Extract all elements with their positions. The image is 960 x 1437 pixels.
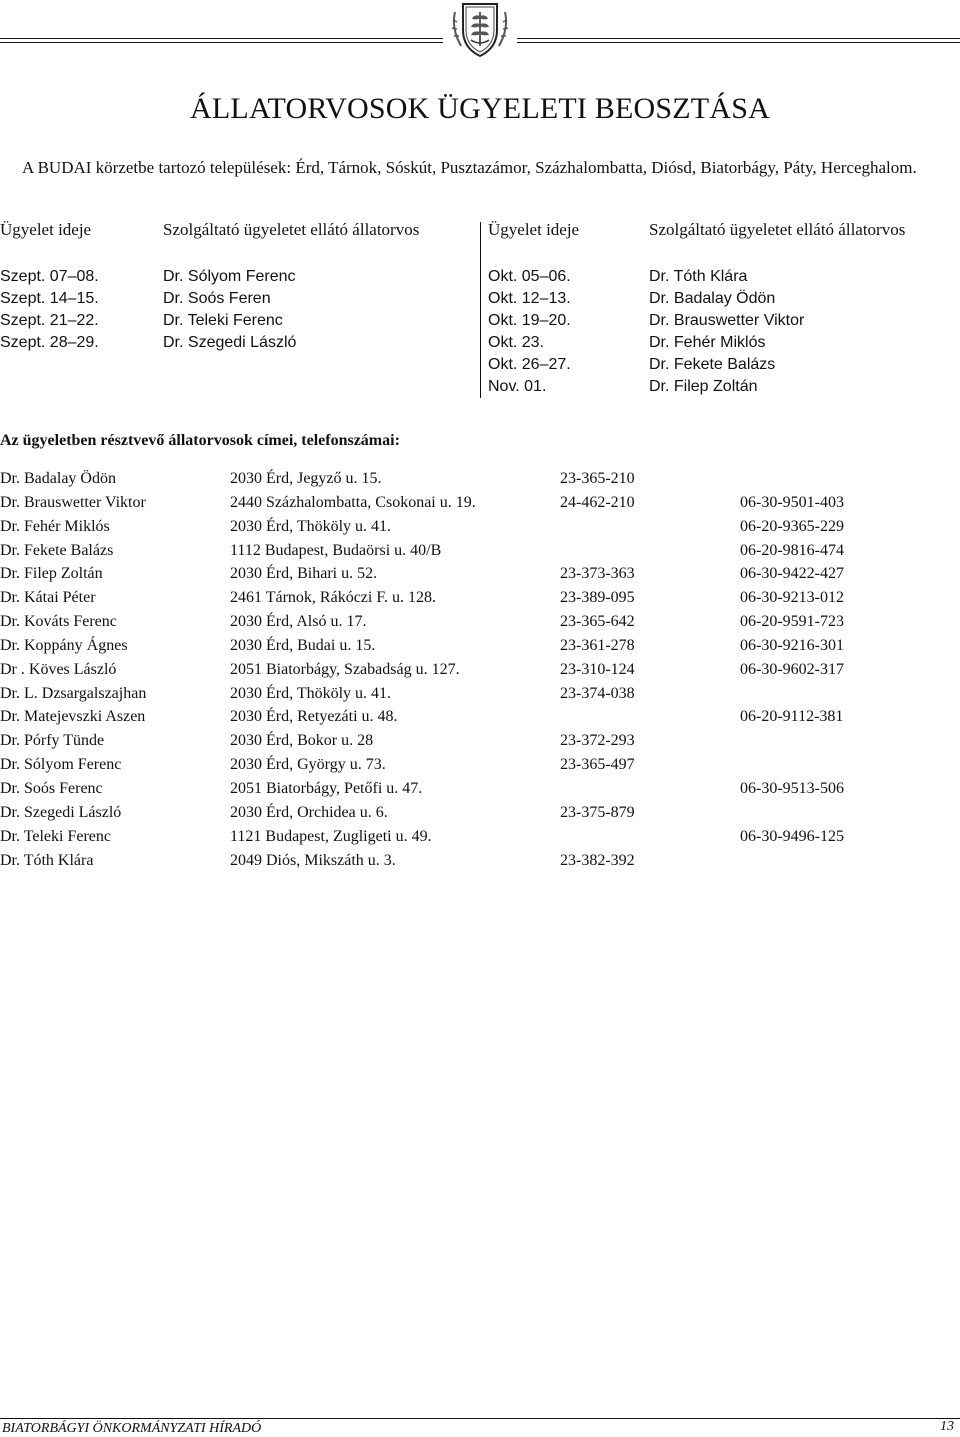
coat-of-arms-icon	[445, 0, 515, 62]
duty-date: Szept. 28–29.	[0, 334, 99, 351]
footer-page-number: 13	[940, 1419, 954, 1434]
contact-address: 2440 Százhalombatta, Csokonai u. 19.	[230, 493, 476, 511]
duty-date: Nov. 01.	[488, 378, 547, 395]
contact-address: 2030 Érd, Retyezáti u. 48.	[230, 708, 398, 726]
contact-phone: 23-365-497	[560, 756, 635, 774]
duty-vet: Dr. Filep Zoltán	[649, 378, 758, 395]
header-rule-right	[517, 38, 960, 39]
duty-vet: Dr. Sólyom Ferenc	[163, 268, 296, 285]
contact-name: Dr. Tóth Klára	[0, 851, 94, 869]
contact-address: 2030 Érd, Alsó u. 17.	[230, 613, 367, 631]
footer-publication: BIATORBÁGYI ÖNKORMÁNYZATI HÍRADÓ	[2, 1421, 262, 1436]
contact-mobile: 06-30-9422-427	[740, 565, 844, 583]
contact-phone: 23-389-095	[560, 589, 635, 607]
duty-vets-right	[649, 266, 804, 398]
contact-name: Dr. Fekete Balázs	[0, 541, 114, 559]
duty-date: Okt. 23.	[488, 334, 545, 351]
contact-name: Dr. L. Dzsargalszajhan	[0, 684, 147, 702]
duty-dates-left	[0, 266, 99, 354]
duty-vet: Dr. Fekete Balázs	[649, 356, 776, 373]
contact-address: 2030 Érd, Budai u. 15.	[230, 636, 376, 654]
contact-mobile: 06-30-9216-301	[740, 636, 844, 654]
duty-date: Szept. 14–15.	[0, 290, 99, 307]
contact-address: 1121 Budapest, Zugligeti u. 49.	[230, 827, 432, 845]
column-divider	[480, 222, 481, 398]
duty-dates-right	[488, 266, 571, 398]
contact-name: Dr. Sólyom Ferenc	[0, 756, 122, 774]
contact-address: 2051 Biatorbágy, Szabadság u. 127.	[230, 660, 460, 678]
contact-address: 2030 Érd, Bihari u. 52.	[230, 565, 378, 583]
contact-phone: 23-365-642	[560, 613, 635, 631]
duty-date: Okt. 12–13.	[488, 290, 571, 307]
contact-phone: 23-373-363	[560, 565, 635, 583]
duty-date: Okt. 26–27.	[488, 356, 571, 373]
contact-phone: 23-365-210	[560, 470, 635, 487]
contact-name: Dr. Soós Ferenc	[0, 779, 103, 797]
contacts-heading: Az ügyeletben résztvevő állatorvosok címei, telefonszámai:	[0, 432, 400, 449]
contact-mobile: 06-30-9513-506	[740, 779, 844, 797]
duty-header-vet-left: Szolgáltató ügyeletet ellátó állatorvos	[163, 220, 420, 239]
header-rule-left	[0, 38, 443, 39]
contact-address: 2030 Érd, Jegyző u. 15.	[230, 470, 382, 487]
contact-phone: 23-382-392	[560, 851, 635, 869]
duty-vet: Dr. Badalay Ödön	[649, 290, 776, 307]
contact-mobile: 06-20-9365-229	[740, 517, 844, 535]
duty-vet: Dr. Soós Feren	[163, 290, 271, 307]
contact-name: Dr. Filep Zoltán	[0, 565, 103, 583]
contact-name: Dr. Koppány Ágnes	[0, 636, 128, 654]
contact-mobile: 06-20-9112-381	[740, 708, 844, 726]
contact-address: 2030 Érd, Orchidea u. 6.	[230, 803, 388, 821]
duty-vet: Dr. Fehér Miklós	[649, 334, 766, 351]
duty-date: Okt. 05–06.	[488, 268, 571, 285]
contact-phone: 23-372-293	[560, 732, 635, 750]
contact-address: 2051 Biatorbágy, Petőfi u. 47.	[230, 779, 423, 797]
duty-header-vet-right: Szolgáltató ügyeletet ellátó állatorvos	[649, 220, 906, 239]
duty-vets-left	[163, 266, 296, 354]
contact-name: Dr. Pórfy Tünde	[0, 732, 105, 750]
contact-name: Dr. Teleki Ferenc	[0, 827, 111, 845]
duty-date: Szept. 07–08.	[0, 268, 99, 285]
duty-vet: Dr. Tóth Klára	[649, 268, 748, 285]
contact-address: 2030 Érd, Thököly u. 41.	[230, 684, 392, 702]
page-title: ÁLLATORVOSOK ÜGYELETI BEOSZTÁSA	[190, 92, 770, 125]
contact-name: Dr. Badalay Ödön	[0, 470, 116, 487]
contact-name: Dr . Köves László	[0, 660, 117, 678]
contact-mobile: 06-20-9816-474	[740, 541, 844, 559]
contact-address: 2030 Érd, Bokor u. 28	[230, 732, 374, 750]
contact-address: 2461 Tárnok, Rákóczi F. u. 128.	[230, 589, 436, 607]
contact-phone: 24-462-210	[560, 493, 635, 511]
contact-mobile: 06-20-9591-723	[740, 613, 844, 631]
contact-phone: 23-375-879	[560, 803, 635, 821]
intro-text: A BUDAI körzetbe tartozó települések: Érd, Tárnok, Sóskút, Pusztazámor, Százhalombatta, Diósd, Biatorbágy, Páty, Herceghalom.	[22, 158, 917, 177]
duty-header-date-right: Ügyelet ideje	[488, 220, 580, 239]
contact-address: 2049 Diós, Mikszáth u. 3.	[230, 851, 396, 869]
contact-phone: 23-310-124	[560, 660, 635, 678]
contact-address: 2030 Érd, György u. 73.	[230, 756, 386, 774]
contact-mobile: 06-30-9501-403	[740, 493, 844, 511]
contact-mobile: 06-30-9602-317	[740, 660, 844, 678]
contact-name: Dr. Matejevszki Aszen	[0, 708, 146, 726]
contact-phone: 23-361-278	[560, 636, 635, 654]
contact-name: Dr. Fehér Miklós	[0, 517, 110, 535]
contact-phone: 23-374-038	[560, 684, 635, 702]
duty-vet: Dr. Teleki Ferenc	[163, 312, 283, 329]
duty-header-date-left: Ügyelet ideje	[0, 220, 92, 239]
footer-rule	[0, 1418, 960, 1419]
duty-date: Szept. 21–22.	[0, 312, 99, 329]
contact-address: 2030 Érd, Thököly u. 41.	[230, 517, 392, 535]
duty-date: Okt. 19–20.	[488, 312, 571, 329]
contact-name: Dr. Kováts Ferenc	[0, 613, 117, 631]
contact-name: Dr. Kátai Péter	[0, 589, 96, 607]
contact-mobile: 06-30-9496-125	[740, 827, 844, 845]
contact-name: Dr. Brauswetter Viktor	[0, 493, 146, 511]
duty-vet: Dr. Brauswetter Viktor	[649, 312, 805, 329]
contact-address: 1112 Budapest, Budaörsi u. 40/B	[230, 541, 442, 559]
contact-mobile: 06-30-9213-012	[740, 589, 844, 607]
duty-vet: Dr. Szegedi László	[163, 334, 297, 351]
contact-name: Dr. Szegedi László	[0, 803, 122, 821]
